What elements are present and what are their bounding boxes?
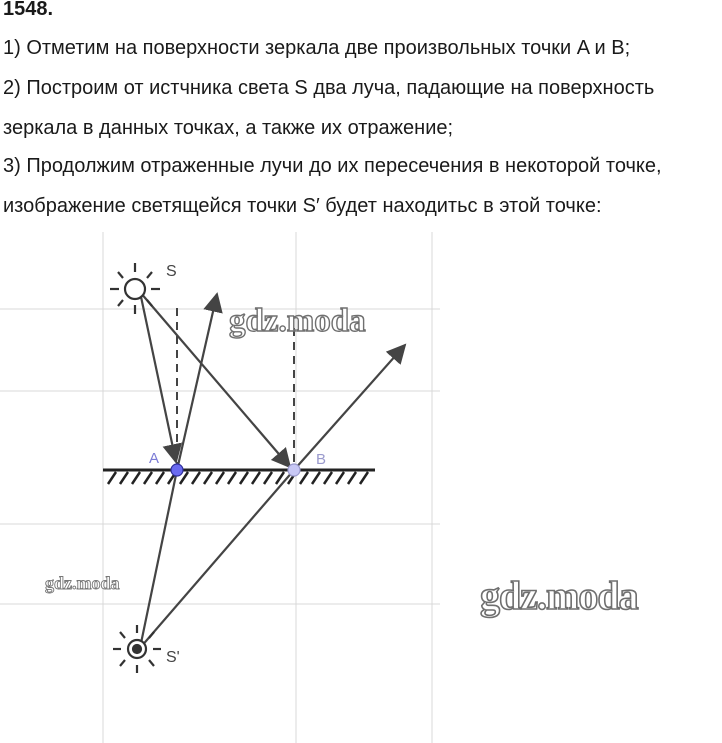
step-2-continued: зеркала в данных точках, а также их отражение; <box>3 117 454 139</box>
step-3-continued: изображение светящейся точки S′ будет находитьс в этой точке: <box>3 195 602 217</box>
image-source-icon <box>113 625 161 673</box>
step-2: 2) Построим от истчника света S два луча, падающие на поверхность <box>3 77 655 99</box>
problem-number: 1548. <box>3 0 54 20</box>
mirror <box>103 470 375 484</box>
reflected-ray-a <box>177 294 217 470</box>
watermark-top: gdz.moda <box>229 303 366 339</box>
step-1: 1) Отметим на поверхности зеркала две произвольных точки A и B; <box>3 37 631 59</box>
ray-diagram <box>0 228 440 743</box>
label-s: S <box>166 263 177 280</box>
reflected-ray-b <box>294 345 405 470</box>
incident-ray-a <box>140 292 176 462</box>
point-b-marker <box>288 464 300 476</box>
label-b: B <box>316 451 327 468</box>
extension-ray-a <box>140 470 177 648</box>
watermark-side: gdz.moda <box>45 573 120 593</box>
watermark-bottom: gdz.moda <box>480 573 638 618</box>
extension-ray-b <box>140 470 294 648</box>
label-s-prime: S' <box>166 649 180 666</box>
label-a: A <box>149 450 160 467</box>
step-3: 3) Продолжим отраженные лучи до их пересечения в некоторой точке, <box>3 155 662 177</box>
grid <box>0 232 440 743</box>
point-a-marker <box>171 464 183 476</box>
